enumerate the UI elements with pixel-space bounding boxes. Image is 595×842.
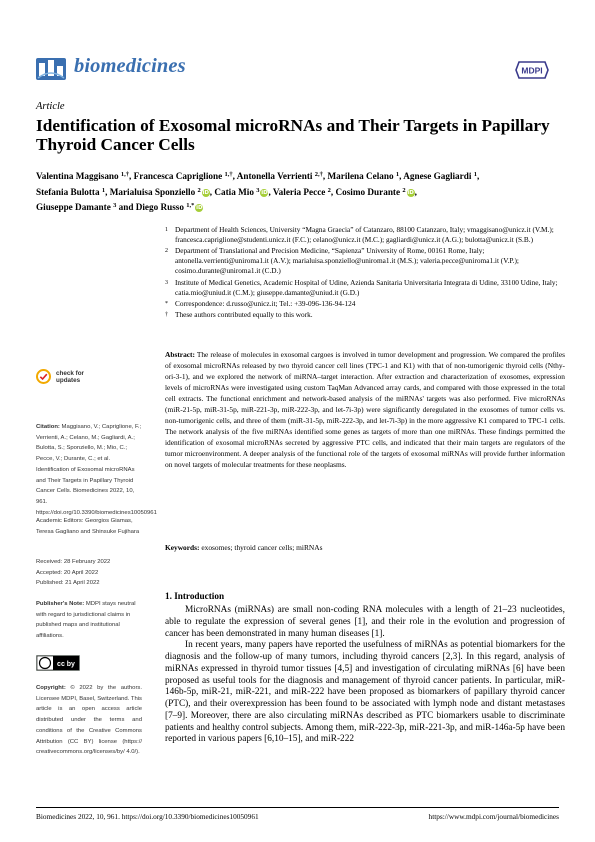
journal-logo-icon — [36, 54, 66, 80]
keywords-label: Keywords: — [165, 543, 200, 552]
keywords-text: exosomes; thyroid cancer cells; miRNAs — [201, 543, 323, 552]
keywords — [165, 543, 565, 552]
author-line-2: Stefania Bulotta $^1$, Marialuisa Sponziello $^2$ iD, Catia Mio $^3$ iD, Valeria Pecce $^2$, Cosimo Durante $^2$ iD, — [36, 186, 417, 197]
check-updates-icon — [36, 369, 51, 384]
journal-name: biomedicines — [74, 55, 186, 77]
intro-paragraph-2: In recent years, many papers have reported the usefulness of miRNAs as potential biomarkers for the diagnosis and the follow-up of many tumors, including thyroid cancers [2,3]. In this regard, analysis of miRNAs expressed in thyroid tumor tissues [4,5] and investigation of circulating miRNAs [6] have been proposed as useful tools for the diagnosis and management of thyroid cancer patients. In particular, miR-146b-5p, miR-21, miR-221, and miR-222 have been proposed as biomarkers of papillary thyroid cancer (PTC), and their overexpression has been found to be associated with lymph node and distant metastases [7–9]. Moreover, there are also circulating miRNAs described as PTC biomarkers usable to discriminate patients and healthy control subjects. Among them, miR-222-3p, miR-221-3p, and miR-146a-5p have been reported in various papers [6,10–15], and miR-222 — [165, 640, 565, 745]
affiliations — [165, 225, 565, 321]
abstract-label: Abstract: — [165, 350, 195, 359]
author-line-1: Valentina Maggisano $^{1,\dagger}$, Francesca Capriglione $^{1,\dagger}$, Antonella Verrienti $^{2,\dagger}$, Marilena Celano $^1$, Agnese Gagliardi $^1$, — [36, 171, 480, 181]
author-list — [36, 168, 564, 215]
footer-divider — [36, 807, 559, 808]
check-for-updates-button[interactable] — [36, 369, 96, 389]
equal-contribution-note: † These authors contributed equally to this work. — [165, 310, 313, 320]
published-date: Published: 21 April 2022 — [36, 580, 100, 587]
footer-journal-url[interactable]: https://www.mdpi.com/journal/biomedicines — [428, 812, 559, 821]
orcid-icon[interactable]: iD — [261, 189, 268, 196]
introduction-body — [165, 605, 565, 746]
citation-text: Maggisano, V.; Capriglione, F.; Verrienti, A.; Celano, M.; Gagliardi, A.; Bulotta, S.; Sponziello, M.; Mio, C.; Pecce, V.; Durante, C.; et al. Identification of Exosomal microRNAs and Their Targets in Papillary Thyroid Cancer Cells. Biomedicines 2022, 10, 961. https://doi.org/10.3390/biomedicines10050961 — [36, 424, 157, 516]
check-updates-text: check for updates — [56, 370, 84, 384]
accepted-date: Accepted: 20 April 2022 — [36, 569, 99, 576]
academic-editors: Academic Editors: Georgios Giamas, Teresa Gagliano and Shinsuke Fujihara — [36, 518, 140, 535]
cc-by-license-icon[interactable] — [36, 655, 80, 671]
intro-paragraph-1: MicroRNAs (miRNAs) are small non-coding RNA molecules with a length of 21–23 nucleotides, able to regulate the expression of several genes [1], and their role in the evolution and progression of cancer has been demonstrated in many human diseases [1]. — [165, 605, 565, 639]
section-heading-introduction: 1. Introduction — [165, 591, 225, 601]
affiliation-3: 3 Institute of Medical Genetics, Academic Hospital of Udine, Azienda Sanitaria Universitaria Integrata di Udine, 33100 Udine, Italy; catia.mio@uniud.it (C.M.); giuseppe.damante@uniud.it (G.D.) — [165, 277, 558, 297]
abstract — [165, 349, 565, 471]
correspondence: * Correspondence: d.russo@unicz.it; Tel.: +39-096-136-94-124 — [165, 298, 356, 308]
orcid-icon[interactable]: iD — [196, 205, 203, 212]
article-type: Article — [36, 101, 65, 112]
cc-logo-text: cc by — [57, 661, 75, 668]
author-line-3: Giuseppe Damante $^3$ and Diego Russo $^{1,*}$ iD — [36, 202, 203, 213]
received-date: Received: 28 February 2022 — [36, 559, 111, 565]
paper-title: Identification of Exosomal microRNAs and Their Targets in Papillary Thyroid Cancer Cells — [36, 116, 550, 154]
mdpi-logo-icon — [515, 59, 549, 81]
footer-citation: Biomedicines 2022, 10, 961. https://doi.org/10.3390/biomedicines10050961 — [36, 812, 259, 821]
publisher-note: Publisher's Note: MDPI stays neutral with regard to jurisdictional claims in published maps and institutional affiliations. — [36, 601, 136, 640]
affiliation-2: 2 Department of Translational and Precision Medicine, “Sapienza” University of Rome, 00161 Rome, Italy; antonella.verrienti@uniroma1.it (A.V.); marialuisa.sponziello@uniroma1.it (M.S.); valeria.pecce@uniroma1.it (V.P.); cosimo.durante@uniroma1.it (C.D.) — [165, 246, 519, 276]
citation-block: Citation: Maggisano, V.; Capriglione, F.; Verrienti, A.; Celano, M.; Gagliardi, A.; Bulotta, S.; Sponziello, M.; Mio, C.; Pecce, V.; Durante, C.; et al. Identification of Exosomal microRNAs and Their Targets in Papillary Thyroid Cancer Cells. Biomedicines 2022, 10, 961. https://doi.org/10.3390/biomedicines10050961 — [36, 424, 157, 516]
mdpi-logo-text: MDPI — [521, 65, 543, 76]
orcid-icon[interactable]: iD — [407, 189, 414, 196]
copyright-block: Copyright: © 2022 by the authors. Licensee MDPI, Basel, Switzerland. This article is an open access article distributed under the terms and conditions of the Creative Commons Attribution (CC BY) license (https:// creativecommons.org/licenses/by/ 4.0/). — [36, 685, 143, 756]
abstract-text: The release of molecules in exosomal cargoes is involved in tumor development and progression. We compared the profiles of exosomal microRNAs released by two thyroid cancer cell lines (TPC-1 and K1) with that of non-tumorigenic thyroid cells (Nthy-ori-3-1), and we explored the network of miRNA–target interaction. After extraction and characterization of exosomes, expression levels of microRNAs were investigated using custom TaqMan Advanced array cards, and compared with those expressed in the total cell extracts. The functional enrichment and network-based analysis of the miRNAs' targets was also performed. Five microRNAs (miR-21-5p, miR-31-5p, miR-221-3p, miR-222-3p, and let-7i-3p) were significantly deregulated in the exosomes of tumor cells vs. non-tumorigenic cells, and three of them (miR-31-5p, miR-222-3p, and let-7i-3p) in the more aggressive K1 compared to TPC-1 cells. The network analysis of the five miRNAs identified some genes as targets of more than one miRNAs. These findings permitted the identification of exosomal microRNAs secreted by aggressive PTC cells, and indicated that their main targets are regulators of the tumor microenvironment. A deeper analysis of the functional role of the targets of exosomal miRNAs will provide further information on novel targets of molecular treatments for these neoplasms. — [165, 350, 566, 470]
publication-dates — [36, 557, 142, 589]
orcid-icon[interactable]: iD — [202, 189, 209, 196]
affiliation-1: 1 Department of Health Sciences, University “Magna Graecia” of Catanzaro, 88100 Catanzaro, Italy; vmaggisano@unicz.it (V.M.); francesca.capriglione@studenti.unicz.it (F.C.); celano@unicz.it (M.C.); gagliardi@unicz.it (A.G.); bulotta@unicz.it (S.B.) — [165, 225, 554, 245]
